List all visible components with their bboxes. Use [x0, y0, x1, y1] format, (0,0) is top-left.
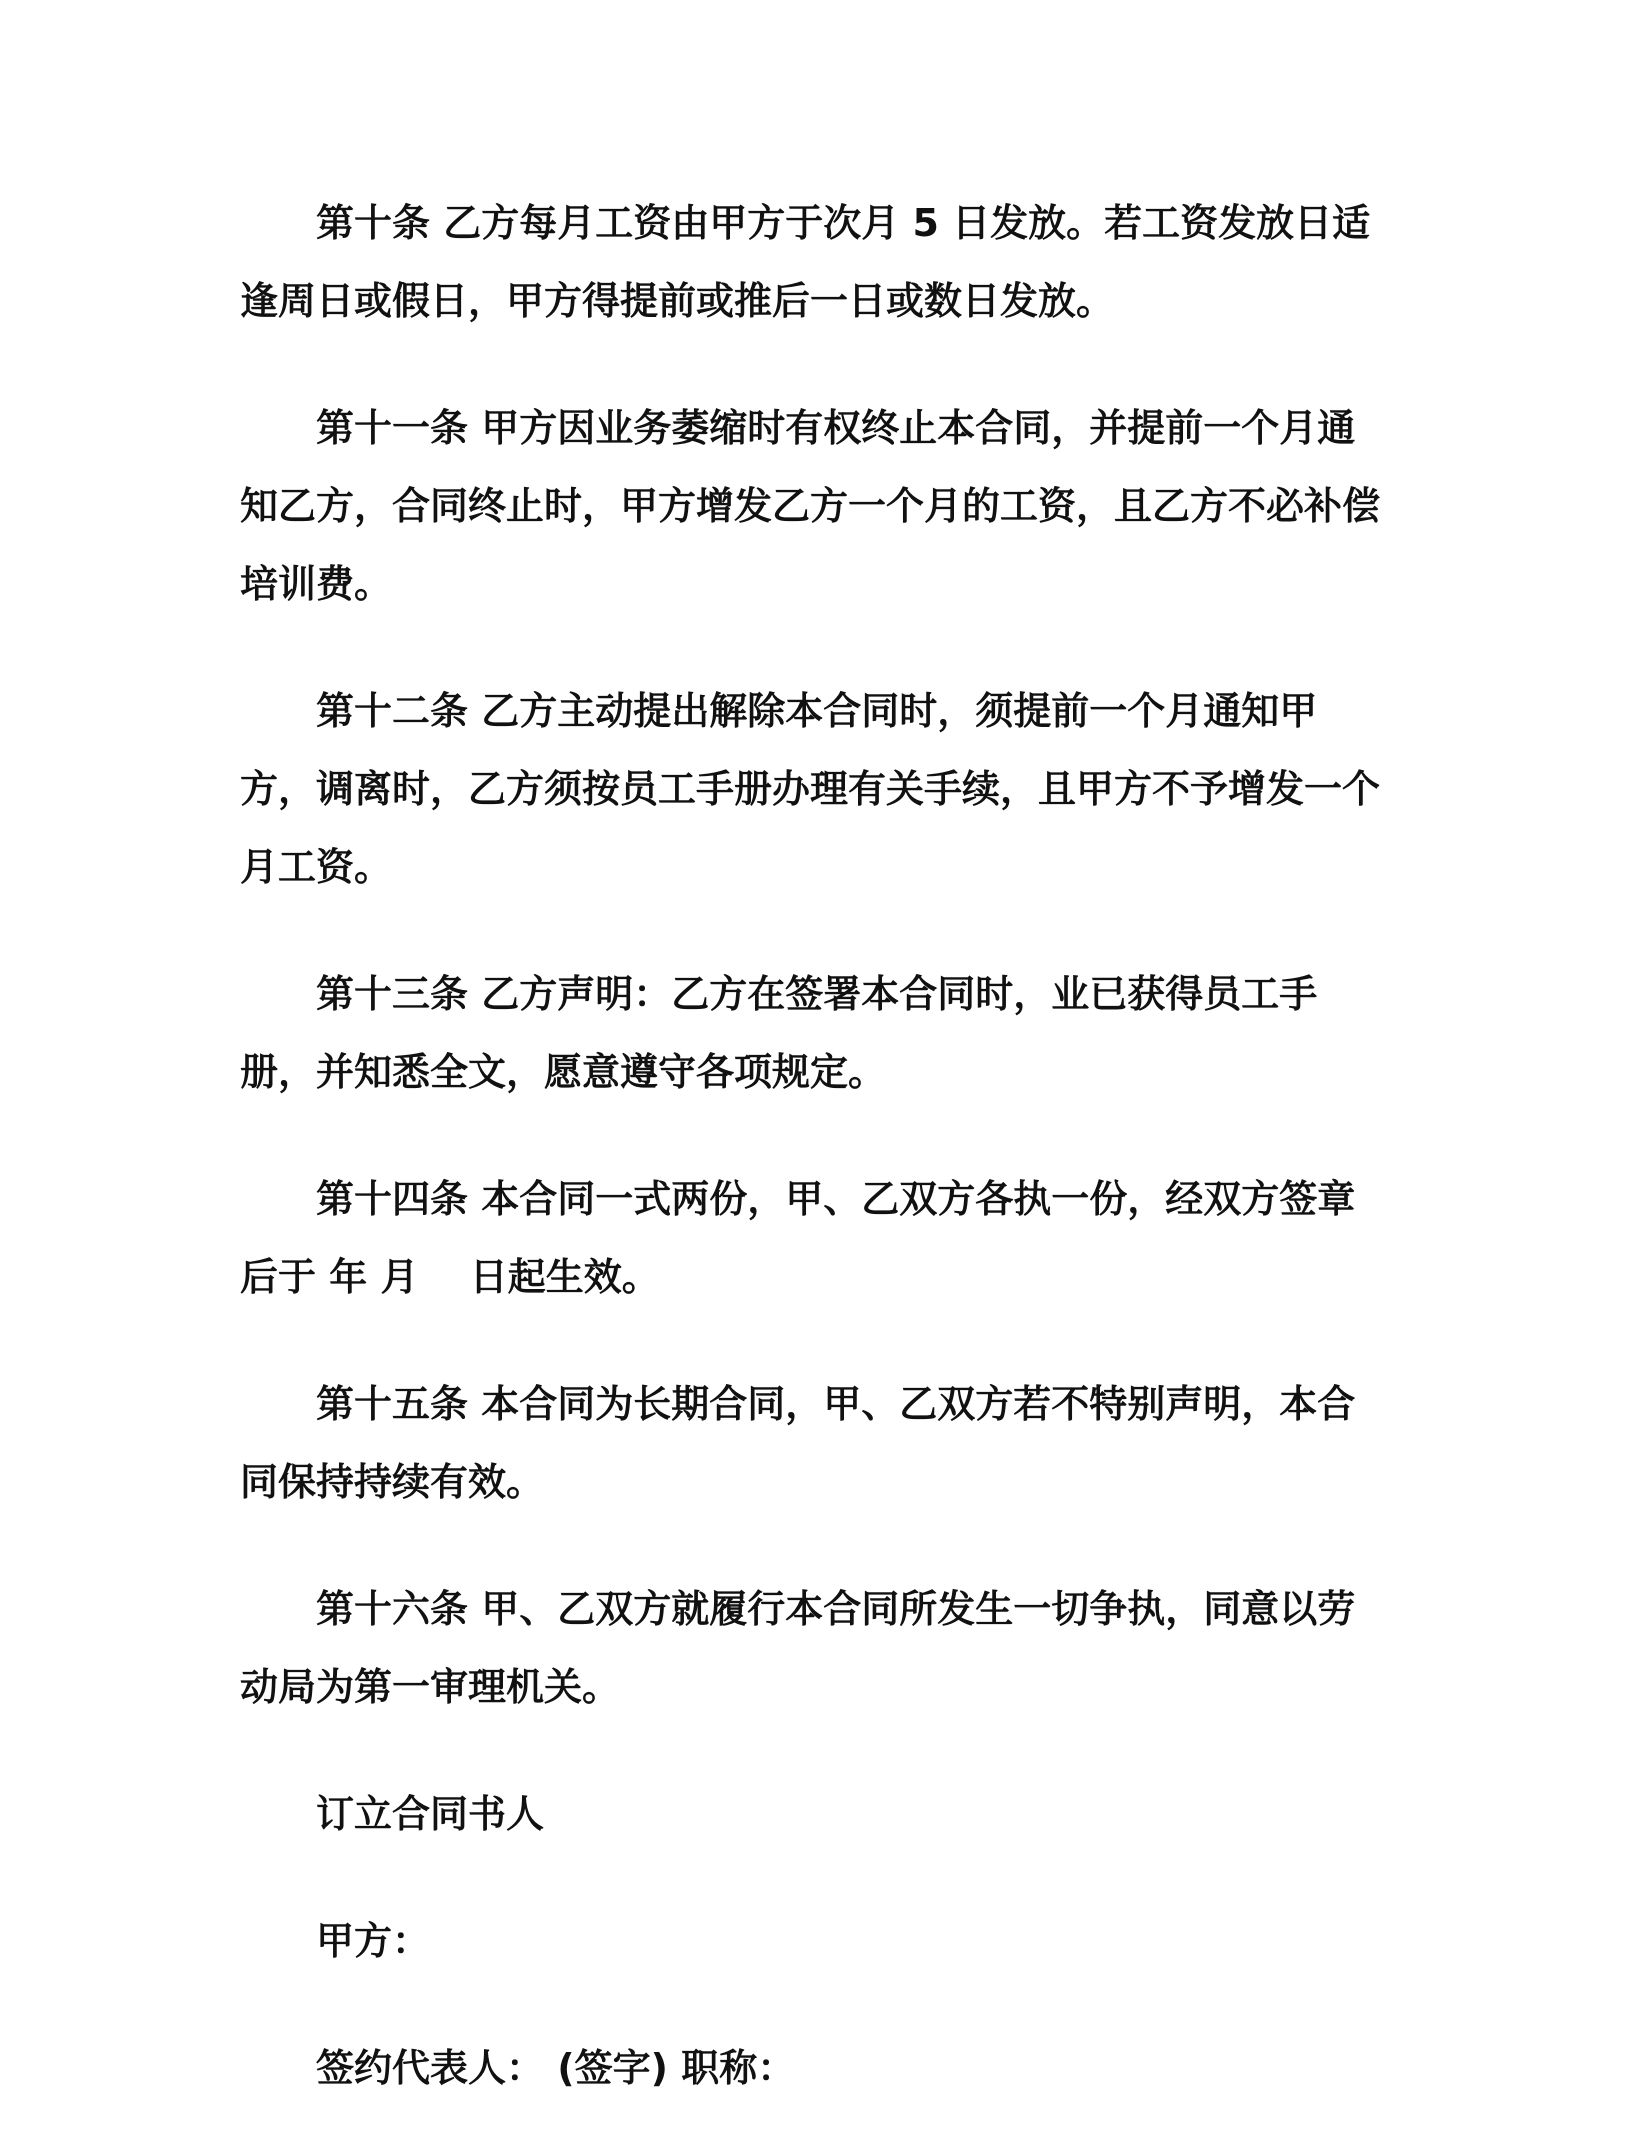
article-15: 第十五条 本合同为长期合同，甲、乙双方若不特别声明，本合同保持持续有效。: [240, 1382, 1356, 1504]
signature-heading: 订立合同书人: [316, 1792, 545, 1836]
article-11: 第十一条 甲方因业务萎缩时有权终止本合同，并提前一个月通知乙方，合同终止时，甲方增发乙方一个月的工资，且乙方不必补偿培训费。: [240, 406, 1381, 606]
article-16: 第十六条 甲、乙双方就履行本合同所发生一切争执，同意以劳动局为第一审理机关。: [240, 1587, 1356, 1709]
party-a-label: 甲方：: [316, 1919, 431, 1963]
article-12: 第十二条 乙方主动提出解除本合同时，须提前一个月通知甲方，调离时，乙方须按员工手册办理有关手续，且甲方不予增发一个月工资。: [240, 689, 1381, 889]
article-13: 第十三条 乙方声明：乙方在签署本合同时，业已获得员工手册，并知悉全文，愿意遵守各项规定。: [240, 972, 1318, 1094]
representative-label: 签约代表人： (签字) 职称：: [316, 2046, 796, 2090]
article-10: 第十条 乙方每月工资由甲方于次月 5 日发放。若工资发放日适逢周日或假日，甲方得提前或推后一日或数日发放。: [240, 201, 1371, 323]
contract-body: [240, 184, 1380, 2156]
article-14: 第十四条 本合同一式两份，甲、乙双方各执一份，经双方签章后于 年 月 日起生效。: [240, 1177, 1356, 1299]
